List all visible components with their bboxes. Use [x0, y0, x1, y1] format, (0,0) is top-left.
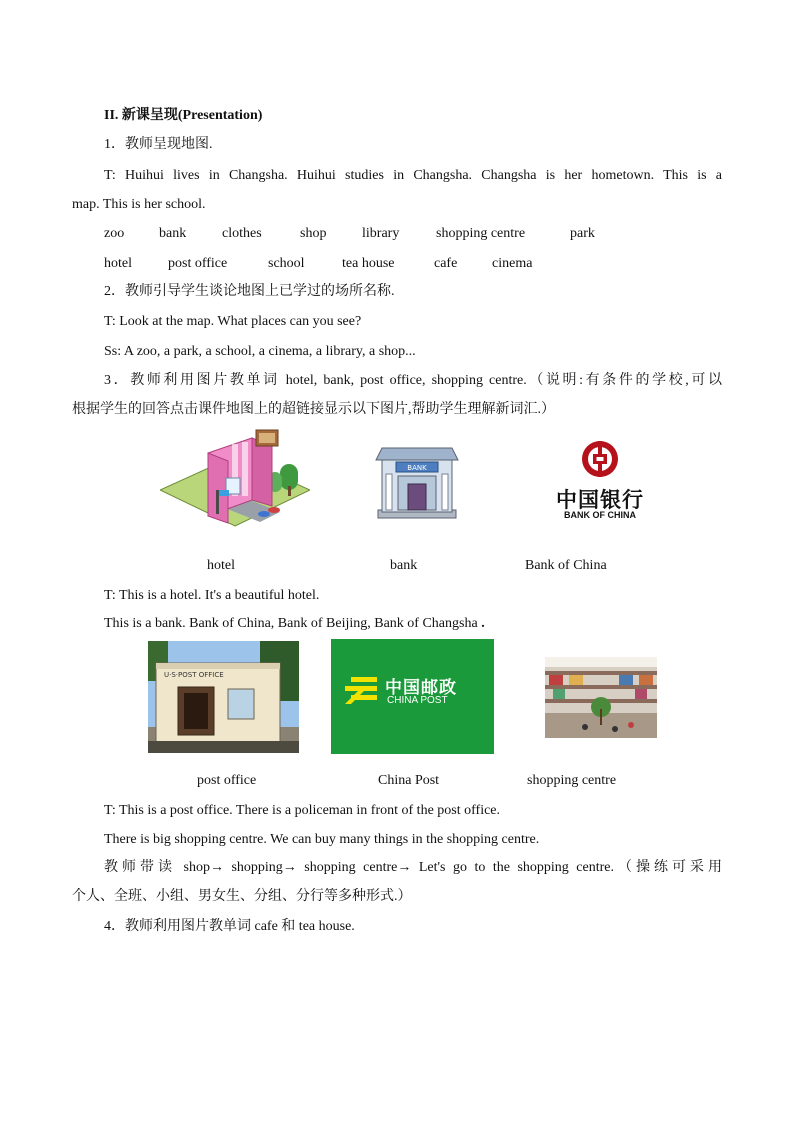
shopping-centre-photo — [545, 657, 657, 738]
image-caption-bank-of-china: Bank of China — [525, 558, 607, 573]
vocab-word: clothes — [222, 226, 262, 241]
teacher-line: T: Look at the map. What places can you see? — [104, 314, 362, 329]
step-4-heading: 4．教师利用图片教单词 cafe 和 tea house. — [104, 919, 355, 934]
vocab-word: zoo — [104, 226, 125, 241]
vocab-word: park — [570, 226, 595, 241]
china-post-emblem-icon — [343, 675, 379, 709]
post-office-photo — [148, 641, 299, 753]
hotel-image — [160, 428, 310, 528]
china-post-chinese: 中国邮政 — [385, 678, 457, 698]
image-caption-china-post: China Post — [378, 773, 440, 788]
students-line: Ss: A zoo, a park, a school, a cinema, a library, a shop... — [104, 344, 416, 359]
china-post-english: CHINA POST — [387, 695, 448, 706]
vocab-word: cafe — [434, 256, 458, 271]
step-3-heading: 3．教师利用图片教单词 hotel, bank, post office, shopping centre.（说明:有条件的学校,可以 — [104, 373, 722, 388]
section-title: II. 新课呈现(Presentation) — [104, 108, 263, 123]
vocab-word: shopping centre — [436, 226, 526, 241]
image-caption-hotel: hotel — [207, 558, 235, 573]
paragraph-line: map. This is her school. — [72, 197, 206, 212]
vocab-word: library — [362, 226, 400, 241]
bank-of-china-logo — [552, 438, 648, 524]
image-caption-shopping-centre: shopping centre — [527, 773, 617, 788]
boc-english-name: BANK OF CHINA — [564, 510, 636, 520]
vocab-word: tea house — [342, 256, 395, 271]
step-3-line-2: 根据学生的回答点击课件地图上的超链接显示以下图片,帮助学生理解新词汇.） — [72, 402, 555, 417]
vocab-word: hotel — [104, 256, 132, 271]
vocab-word: shop — [300, 226, 327, 241]
teacher-line: T: This is a hotel. It's a beautiful hotel. — [104, 588, 320, 603]
bank-sentence-period: . — [481, 616, 485, 631]
china-post-logo — [331, 639, 494, 754]
boc-emblem-icon — [552, 438, 648, 482]
drill-line-1: 教师带读 shop→ shopping→ shopping centre→ Let's go to the shopping centre.（操练可采用 — [104, 860, 722, 875]
boc-chinese-name: 中国银行 — [556, 487, 644, 512]
vocab-word: bank — [159, 226, 187, 241]
vocab-word: school — [268, 256, 305, 271]
vocab-word: cinema — [492, 256, 533, 271]
image-caption-post-office: post office — [197, 773, 257, 788]
bank-sentence — [104, 614, 485, 634]
teacher-line: T: This is a post office. There is a policeman in front of the post office. — [104, 803, 501, 818]
drill-line-2: 个人、全班、小组、男女生、分组、分行等多种形式.） — [72, 889, 412, 904]
bank-image — [374, 444, 460, 520]
bank-sign-text: BANK — [407, 464, 427, 472]
step-2-heading: 2．教师引导学生谈论地图上已学过的场所名称. — [104, 284, 395, 299]
shopping-sentence: There is big shopping centre. We can buy many things in the shopping centre. — [104, 832, 540, 847]
vocab-word: post office — [168, 256, 228, 271]
image-caption-bank: bank — [390, 558, 418, 573]
bank-sentence-text: This is a bank. Bank of China, Bank of Beijing, Bank of Changsha — [104, 616, 478, 631]
us-post-sign: U·S·POST OFFICE — [164, 671, 224, 679]
paragraph-line: T: Huihui lives in Changsha. Huihui studies in Changsha. Changsha is her hometown. This is a — [104, 168, 722, 183]
step-1-heading: 1．教师呈现地图. — [104, 137, 213, 152]
